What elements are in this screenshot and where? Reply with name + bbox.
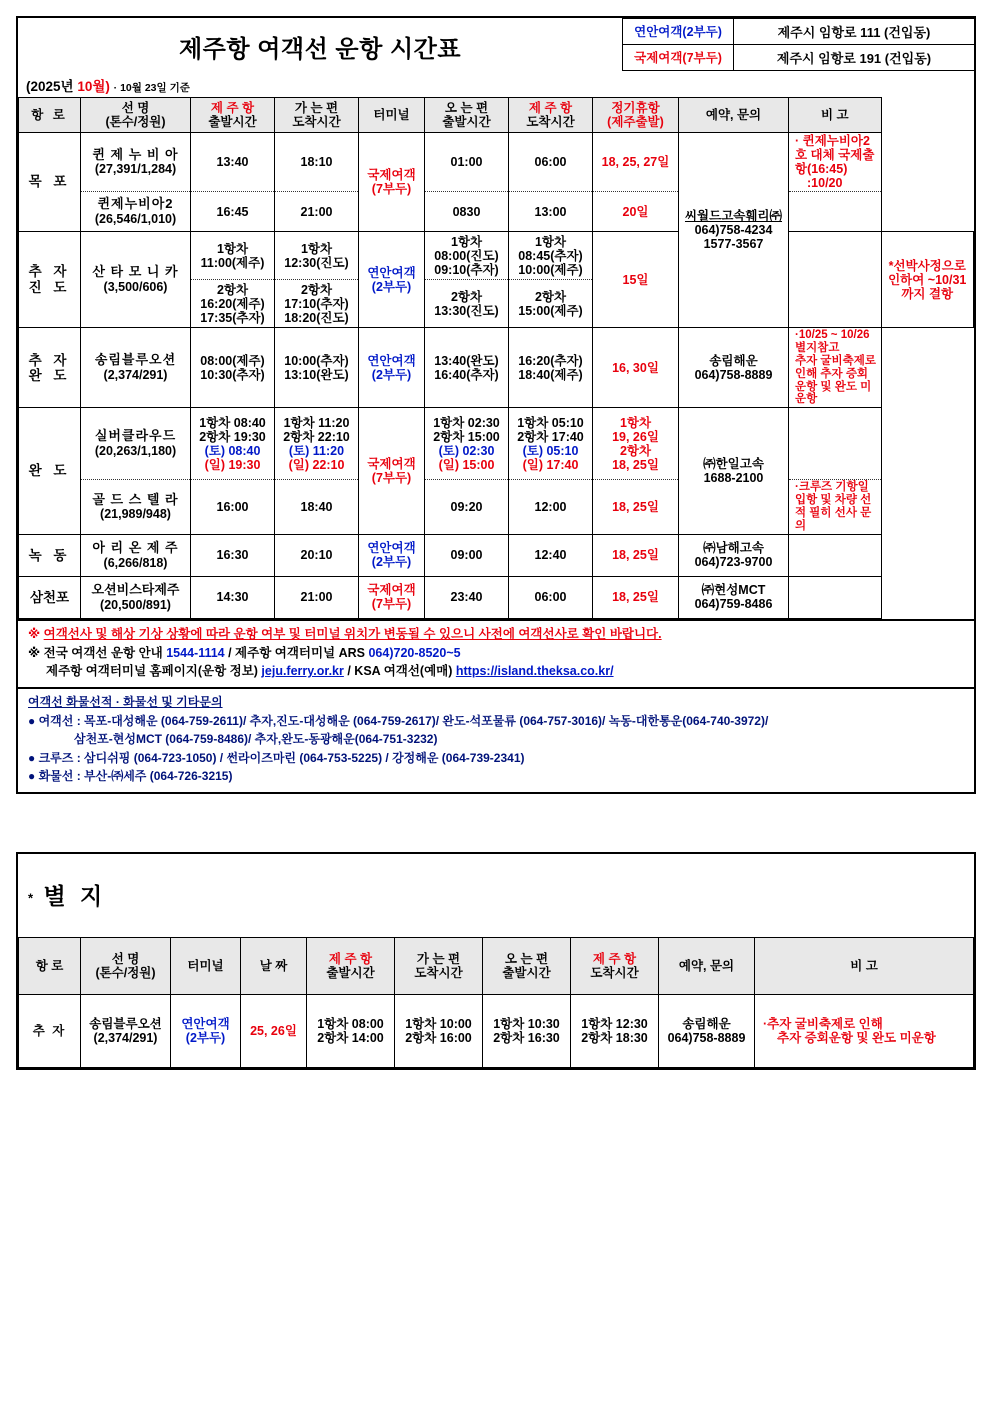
- note-line: [28, 625, 966, 644]
- cell-remark: ·크루즈 기항일 입항 및 차량 선적 필히 선사 문의: [789, 480, 882, 535]
- col-header-remarks: 비 고: [789, 98, 882, 133]
- cell-ship: 퀸 제 누 비 아 (27,391/1,284): [81, 133, 191, 192]
- cargo-line: [28, 749, 966, 768]
- cell-outbound-arrival: 20:10: [275, 534, 359, 576]
- cargo-section: [18, 687, 974, 792]
- note-text-3: 제주항 여객터미널 홈페이지(운항 정보): [46, 664, 262, 679]
- table-row: [19, 192, 974, 232]
- note-text: 여객선사 및 해상 기상 상황에 따라 운항 여부 및 터미널 위치가 변동될 수 있으니 사전에 여객선사로 확인 바랍니다.: [43, 626, 662, 641]
- cell-terminal: 국제여객 (7부두): [359, 408, 425, 535]
- annex-box: [16, 852, 976, 1070]
- table-row: [19, 232, 974, 280]
- phone-national-info[interactable]: 1544-1114: [166, 645, 225, 660]
- cargo-title: 여객선 화물선적 · 화물선 및 기타문의: [28, 695, 223, 709]
- col-header-route: 항 로: [19, 98, 81, 133]
- title-row: [18, 18, 974, 71]
- cell-ship: 아 리 온 제 주 (6,266/818): [81, 534, 191, 576]
- link-jeju-ferry[interactable]: jeju.ferry.or.kr: [261, 664, 344, 679]
- cell-ship: 오션비스타제주 (20,500/891): [81, 576, 191, 618]
- cell-holiday: 1항차 19, 26일 2항차 18, 25일: [593, 408, 679, 480]
- note-mark: ※: [28, 626, 41, 641]
- table-row: [19, 408, 974, 480]
- cell-remark: [789, 534, 882, 576]
- cell-arrival: 06:00: [509, 576, 593, 618]
- cell-departure: 16:00: [191, 480, 275, 535]
- annex-col-remarks: 비 고: [755, 937, 974, 994]
- table-row: [19, 534, 974, 576]
- col-header-contact: 예약, 문의: [679, 98, 789, 133]
- period-row: [18, 71, 974, 97]
- cell-outbound-arrival: 21:00: [275, 576, 359, 618]
- terminal-address-row: [622, 44, 974, 71]
- cell-inbound-departure: 09:20: [425, 480, 509, 535]
- title-cell: [18, 18, 622, 71]
- cell-remark: [789, 576, 882, 618]
- annex-star-icon: *: [28, 890, 34, 906]
- cell-arrival: 13:00: [509, 192, 593, 232]
- annex-cell-departure: 1항차 08:00 2항차 14:00: [307, 994, 395, 1067]
- annex-col-terminal: 터미널: [171, 937, 241, 994]
- cell-contact: 씨월드고속훼리㈜ 064)758-4234 1577-3567: [679, 133, 789, 328]
- cell-ship: 퀸제누비아2 (26,546/1,010): [81, 192, 191, 232]
- cell-route: 추 자 완 도: [19, 328, 81, 408]
- annex-title: [18, 854, 974, 937]
- cell-arrival: 12:40: [509, 534, 593, 576]
- cell-terminal: 국제여객 (7부두): [359, 576, 425, 618]
- cell-holiday: 15일: [593, 232, 679, 328]
- main-schedule-box: [16, 16, 976, 794]
- cell-inbound-departure: 1항차 08:00(진도) 09:10(추자): [425, 232, 509, 280]
- cell-inbound-departure: 01:00: [425, 133, 509, 192]
- cell-ship: 골 드 스 텔 라 (21,989/948): [81, 480, 191, 535]
- cell-departure: 1항차 08:40 2항차 19:30 (토) 08:40 (일) 19:30: [191, 408, 275, 480]
- period-month: 10월): [77, 79, 110, 94]
- cell-holiday: 16, 30일: [593, 328, 679, 408]
- terminal-address-coastal: 제주시 임항로 111 (건입동): [777, 25, 931, 40]
- cell-outbound-arrival: 10:00(추자) 13:10(완도): [275, 328, 359, 408]
- cell-arrival: 1항차 08:45(추자) 10:00(제주): [509, 232, 593, 280]
- period-basis: · 10월 23일 기준: [113, 82, 190, 94]
- cell-route: 녹 동: [19, 534, 81, 576]
- cell-terminal: 국제여객 (7부두): [359, 133, 425, 232]
- table-row: [19, 480, 974, 535]
- period-year: (2025년: [26, 79, 74, 94]
- cell-outbound-arrival: 18:40: [275, 480, 359, 535]
- annex-col-outbound-arrival: 가 는 편 도착시간: [395, 937, 483, 994]
- cell-arrival: 06:00: [509, 133, 593, 192]
- cell-departure: 13:40: [191, 133, 275, 192]
- col-header-terminal: 터미널: [359, 98, 425, 133]
- col-header-departure: 제 주 항 출발시간: [191, 98, 275, 133]
- cell-holiday: 18, 25일: [593, 534, 679, 576]
- cell-departure: 16:45: [191, 192, 275, 232]
- cell-contact: ㈜현성MCT 064)759-8486: [679, 576, 789, 618]
- annex-cell-route: 추 자: [19, 994, 81, 1067]
- cargo-text: 삼천포-현성MCT (064-759-8486)/ 추자,완도-동광해운(064-751-3232): [74, 732, 438, 747]
- terminal-label-coastal: 연안여객(2부두): [623, 19, 734, 44]
- notes-section: [18, 619, 974, 687]
- cell-outbound-arrival: 21:00: [275, 192, 359, 232]
- cell-route: 추 자 진 도: [19, 232, 81, 328]
- cell-terminal: 연안여객 (2부두): [359, 328, 425, 408]
- cell-outbound-arrival: 18:10: [275, 133, 359, 192]
- cell-contact: ㈜남해고속 064)723-9700: [679, 534, 789, 576]
- annex-cell-contact: 송림해운 064)758-8889: [659, 994, 755, 1067]
- cell-route: 목 포: [19, 133, 81, 232]
- schedule-table: [18, 97, 974, 619]
- page-title: 제주항 여객선 운항 시간표: [178, 36, 462, 63]
- cell-remark: [789, 192, 882, 232]
- cell-inbound-departure: 2항차 13:30(진도): [425, 280, 509, 328]
- annex-cell-date: 25, 26일: [241, 994, 307, 1067]
- phone-terminal-ars[interactable]: 064)720-8520~5: [368, 645, 461, 660]
- cell-departure: 16:30: [191, 534, 275, 576]
- col-header-ship: 선 명 (톤수/정원): [81, 98, 191, 133]
- bullet-icon: ●: [28, 750, 36, 765]
- annex-cell-terminal: 연안여객 (2부두): [171, 994, 241, 1067]
- cell-route: 완 도: [19, 408, 81, 535]
- cell-contact: ㈜한일고속 1688-2100: [679, 408, 789, 535]
- annex-col-ship: 선 명 (톤수/정원): [81, 937, 171, 994]
- cell-arrival: 16:20(추자) 18:40(제주): [509, 328, 593, 408]
- col-header-outbound-arrival: 가 는 편 도착시간: [275, 98, 359, 133]
- annex-table: [18, 937, 974, 1068]
- cargo-text: 여객선 : 목포-대성해운 (064-759-2611)/ 추자,진도-대성해운 (064-759-2617)/ 완도-석포물류 (064-757-3016)/ 녹동-대한통운(064-740-3972)/: [38, 713, 769, 728]
- cell-holiday: 18, 25일: [593, 576, 679, 618]
- terminal-address-row: [622, 18, 974, 44]
- col-header-inbound-departure: 오 는 편 출발시간: [425, 98, 509, 133]
- table-row: [19, 328, 974, 408]
- cell-remark: · 퀸제누비아2호 대체 국제출항(16:45) :10/20: [789, 133, 882, 192]
- cell-departure: 08:00(제주) 10:30(추자): [191, 328, 275, 408]
- cargo-line: [28, 767, 966, 786]
- cell-ship: 실버클라우드 (20,263/1,180): [81, 408, 191, 480]
- cell-ship: 송림블루오션 (2,374/291): [81, 328, 191, 408]
- cell-holiday: 18, 25, 27일: [593, 133, 679, 192]
- annex-table-row: [19, 994, 974, 1067]
- cell-route: 삼천포: [19, 576, 81, 618]
- cell-inbound-departure: 23:40: [425, 576, 509, 618]
- annex-col-inbound-departure: 오 는 편 출발시간: [483, 937, 571, 994]
- annex-header-row: [19, 937, 974, 994]
- cell-outbound-arrival: 2항차 17:10(추자) 18:20(진도): [275, 280, 359, 328]
- annex-cell-ship: 송림블루오션 (2,374/291): [81, 994, 171, 1067]
- annex-col-route: 항 로: [19, 937, 81, 994]
- cargo-text: 크루즈 : 삼디쉬핑 (064-723-1050) / 썬라이즈마린 (064-753-5225) / 강정해운 (064-739-2341): [38, 750, 525, 765]
- annex-col-contact: 예약, 문의: [659, 937, 755, 994]
- table-row: [19, 133, 974, 192]
- cargo-line: [28, 712, 966, 731]
- cell-arrival: 1항차 05:10 2항차 17:40 (토) 05:10 (일) 17:40: [509, 408, 593, 480]
- bullet-icon: ●: [28, 713, 36, 728]
- cell-terminal: 연안여객 (2부두): [359, 232, 425, 328]
- cell-inbound-departure: 0830: [425, 192, 509, 232]
- note-text-1: 전국 여객선 운항 안내: [43, 645, 167, 660]
- terminal-address-international: 제주시 임항로 191 (건입동): [776, 51, 932, 66]
- cell-remark: *선박사정으로 인하여 ~10/31까지 결항: [881, 232, 974, 328]
- terminal-label-international: 국제여객(7부두): [623, 45, 734, 70]
- cell-arrival: 2항차 15:00(제주): [509, 280, 593, 328]
- table-header-row: [19, 98, 974, 133]
- cell-departure: 14:30: [191, 576, 275, 618]
- note-line: [28, 644, 966, 663]
- cargo-text: 화물선 : 부산-㈜세주 (064-726-3215): [38, 769, 233, 784]
- cell-contact: 송림해운 064)758-8889: [679, 328, 789, 408]
- note-text-4: / KSA 여객선(예매): [343, 664, 456, 679]
- annex-cell-remark: ·추자 굴비축제로 인해 추자 증회운항 및 완도 미운항: [755, 994, 974, 1067]
- cell-holiday: 20일: [593, 192, 679, 232]
- table-row: [19, 576, 974, 618]
- cell-terminal: 연안여객 (2부두): [359, 534, 425, 576]
- annex-title-text: 별 지: [43, 882, 107, 909]
- col-header-holiday: 정기휴항 (제주출발): [593, 98, 679, 133]
- link-ksa-booking[interactable]: https://island.theksa.co.kr/: [455, 664, 614, 679]
- annex-cell-arrival: 1항차 12:30 2항차 18:30: [571, 994, 659, 1067]
- note-line: [28, 662, 966, 681]
- cell-outbound-arrival: 1항차 11:20 2항차 22:10 (토) 11:20 (일) 22:10: [275, 408, 359, 480]
- cell-contact: [789, 232, 882, 328]
- annex-col-arrival: 제 주 항 도착시간: [571, 937, 659, 994]
- cell-arrival: 12:00: [509, 480, 593, 535]
- cell-departure: 2항차 16:20(제주) 17:35(추자): [191, 280, 275, 328]
- annex-col-departure: 제 주 항 출발시간: [307, 937, 395, 994]
- schedule-table-body: [19, 133, 974, 619]
- note-mark: ※: [28, 645, 41, 660]
- cell-inbound-departure: 1항차 02:30 2항차 15:00 (토) 02:30 (일) 15:00: [425, 408, 509, 480]
- cell-outbound-arrival: 1항차 12:30(진도): [275, 232, 359, 280]
- col-header-arrival: 제 주 항 도착시간: [509, 98, 593, 133]
- cell-departure: 1항차 11:00(제주): [191, 232, 275, 280]
- annex-cell-outbound-arrival: 1항차 10:00 2항차 16:00: [395, 994, 483, 1067]
- annex-col-date: 날 짜: [241, 937, 307, 994]
- cell-ship: 산 타 모 니 카 (3,500/606): [81, 232, 191, 328]
- cargo-line: [28, 730, 966, 749]
- cell-inbound-departure: 13:40(완도) 16:40(추자): [425, 328, 509, 408]
- cell-inbound-departure: 09:00: [425, 534, 509, 576]
- terminal-address-box: [622, 18, 974, 71]
- note-text-2: / 제주항 여객터미널 ARS: [224, 645, 369, 660]
- cell-remark: [789, 408, 882, 480]
- cell-holiday: 18, 25일: [593, 480, 679, 535]
- bullet-icon: ●: [28, 769, 36, 784]
- annex-cell-inbound-departure: 1항차 10:30 2항차 16:30: [483, 994, 571, 1067]
- cell-remark: ·10/25 ~ 10/26 별지참고 추자 굴비축제로 인해 추자 증회운항 및 완도 미운항: [789, 328, 882, 408]
